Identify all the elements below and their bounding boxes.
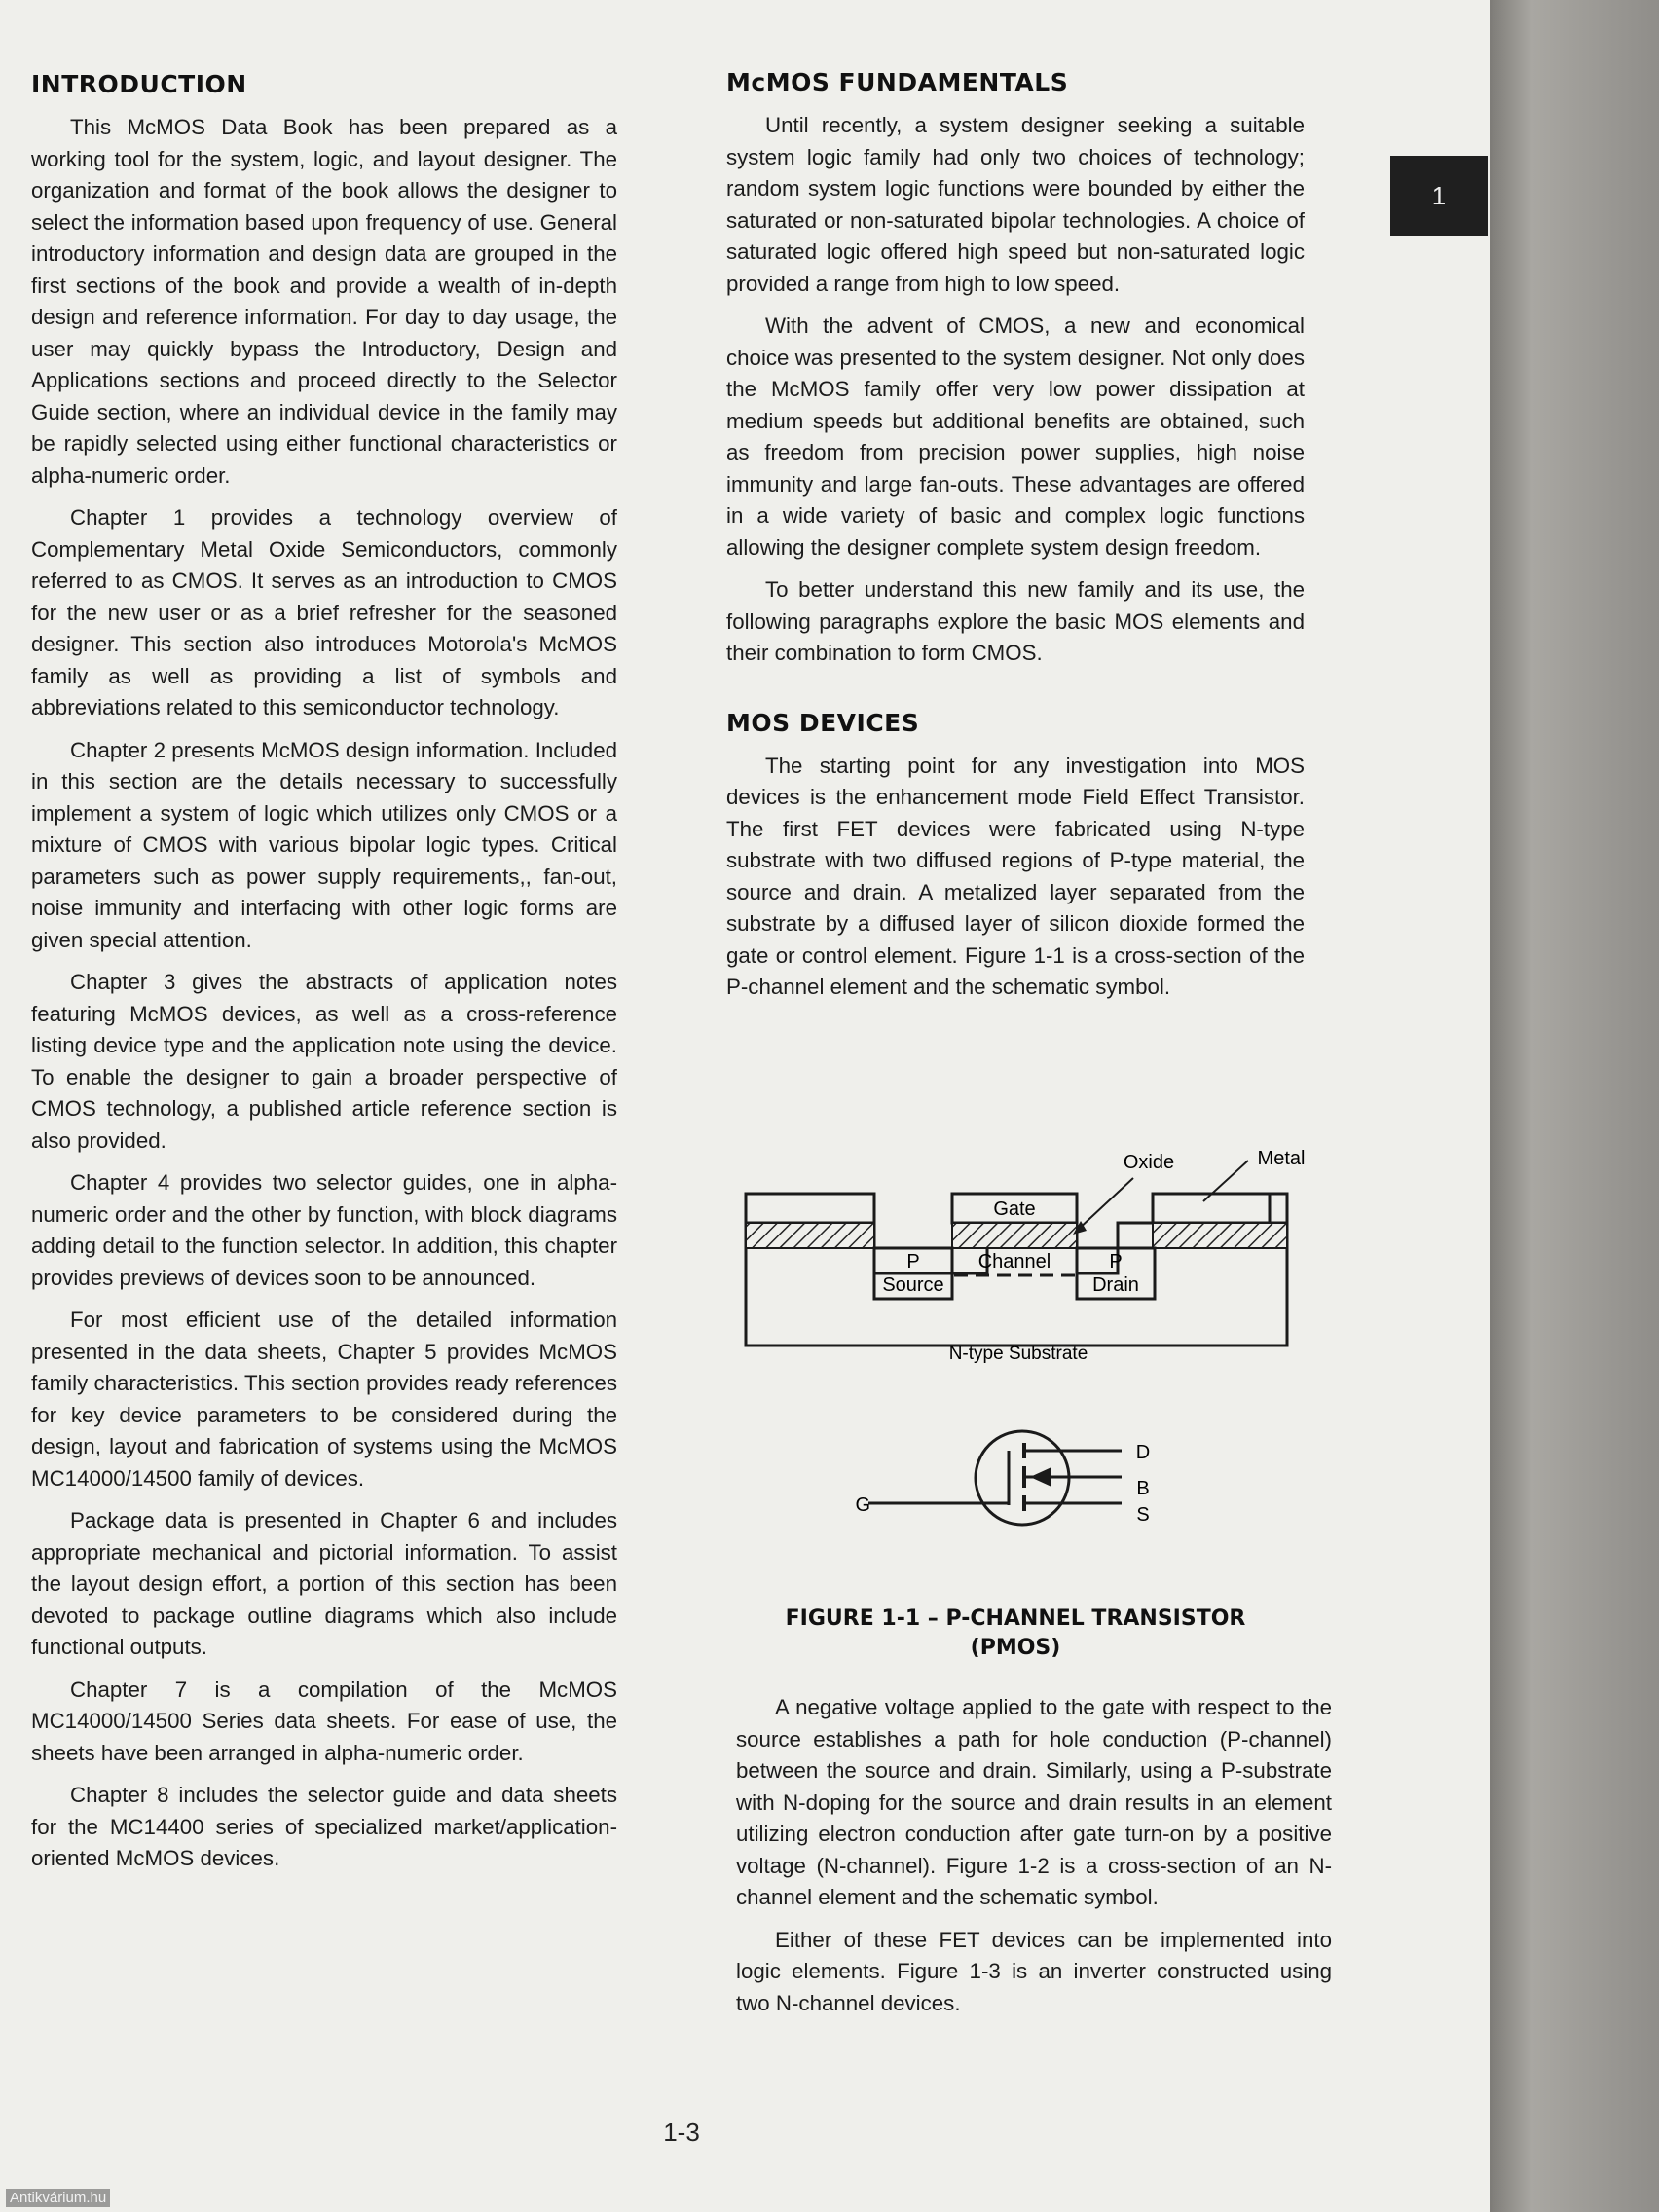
right-metal-contact <box>1153 1194 1287 1223</box>
metal-pointer <box>1203 1161 1248 1201</box>
intro-paragraph-6: For most efficient use of the detailed information presented in the data sheets, Chapter 5 provides McMOS family characteristics. This section provides ready references for key device parameters to be considered during the design, layout and fabrication of systems using the McMOS MC14000/14500 family of devices. <box>31 1308 617 1491</box>
intro-paragraph-4: Chapter 3 gives the abstracts of application notes featuring McMOS devices, as well as a cross-reference listing device type and the application note using the device. To enable the designer to gain a broader perspective of CMOS technology, a published article reference section is also provided. <box>31 970 617 1153</box>
substrate-label: N-type Substrate <box>948 1344 1088 1364</box>
right-column <box>726 68 1305 1014</box>
figure-caption-line-1: FIGURE 1-1 – P-CHANNEL TRANSISTOR <box>785 1606 1246 1631</box>
pchannel-paragraph-2: Either of these FET devices can be implemented into logic elements. Figure 1-3 is an inverter constructed using two N-channel devices. <box>736 1927 1332 2015</box>
intro-paragraph-3: Chapter 2 presents McMOS design information. Included in this section are the details necessary to successfully implement a system of logic which utilizes only CMOS or a mixture of CMOS with various bipolar logic types. Critical parameters such as power supply requirements,, fan-out, noise immunity and interfacing with other logic forms are given special attention. <box>31 737 617 952</box>
mos-devices-paragraph-1: The starting point for any investigation into MOS devices is the enhancement mode Field Effect Transistor. The first FET devices were fabricated using N-type substrate with two diffused regions of P-type material, the source and drain. A metalized layer separated from the substrate by a diffused layer of silicon dioxide formed the gate or control element. Figure 1-1 is a cross-section of the P-channel element and the schematic symbol. <box>726 753 1305 999</box>
source-label: Source <box>882 1274 944 1296</box>
metal-label: Metal <box>1257 1148 1306 1169</box>
intro-paragraph-7: Package data is presented in Chapter 6 and includes appropriate mechanical and pictorial information. To assist the layout design effort, a portion of this section has been devoted to package outline diagrams which also include functional outputs. <box>31 1508 617 1659</box>
watermark: Antikvárium.hu <box>6 2189 110 2207</box>
intro-paragraph-2: Chapter 1 provides a technology overview of Complementary Metal Oxide Semiconductors, commonly referred to as CMOS. It serves as an introduction to CMOS for the new user or as a brief refresher for the seasoned designer. This section also introduces Motorola's McMOS family as well as providing a list of symbols and abbreviations related to this semiconductor technology. <box>31 505 617 719</box>
intro-paragraph-1: This McMOS Data Book has been prepared as a working tool for the system, logic, and layout designer. The organization and format of the book allows the designer to select the information based upon frequency of use. General introductory information and design data are grouped in the first sections of the book and provide a wealth of in-depth design and reference information. For day to day usage, the user may quickly bypass the Introductory, Design and Applications sections and proceed directly to the Selector Guide section, where an individual device in the family may be rapidly selected using either functional characteristics or alpha-numeric order. <box>31 115 617 488</box>
oxide-label: Oxide <box>1123 1152 1175 1173</box>
d-terminal-label: D <box>1135 1442 1151 1463</box>
figure-caption <box>726 1604 1305 1663</box>
oxide-right <box>1153 1223 1287 1248</box>
intro-paragraph-8: Chapter 7 is a compilation of the McMOS MC14000/14500 Series data sheets. For ease of use, the sheets have been arranged in alpha-numeric order. <box>31 1677 617 1765</box>
page-number: 1-3 <box>663 2118 700 2147</box>
left-metal-contact <box>746 1194 874 1223</box>
b-terminal-label: B <box>1136 1478 1150 1499</box>
pmos-schematic-symbol <box>868 1431 1122 1525</box>
figure-1-1 <box>732 1129 1316 1538</box>
p-drain-label: P <box>1109 1251 1123 1272</box>
p-source-label: P <box>906 1251 920 1272</box>
oxide-left <box>746 1223 874 1248</box>
channel-label: Channel <box>977 1251 1051 1272</box>
pmos-cross-section-diagram <box>732 1129 1316 1538</box>
chapter-tab-marker: 1 <box>1390 156 1488 236</box>
fundamentals-paragraph-1: Until recently, a system designer seeking a suitable system logic family had only two choices of technology; random system logic functions were bounded by either the saturated or non-saturated bipolar technologies. A choice of saturated logic offered high speed but non-saturated logic provided a range from high to low speed. <box>726 113 1305 296</box>
pchannel-paragraph-1: A negative voltage applied to the gate with respect to the source establishes a path for hole conduction (P-channel) between the source and drain. Similarly, using a P-substrate with N-doping for the source and drain results in an element utilizing electron conduction after gate turn-on by a positive voltage (N-channel). Figure 1-2 is a cross-section of an N-channel element and the schematic symbol. <box>736 1695 1332 1909</box>
intro-paragraph-5: Chapter 4 provides two selector guides, one in alpha-numeric order and the other by function, with block diagrams adding detail to the function selector. In addition, this chapter provides previews of devices soon to be announced. <box>31 1170 617 1290</box>
figure-caption-line-2: (PMOS) <box>970 1636 1061 1660</box>
fundamentals-paragraph-3: To better understand this new family and its use, the following paragraphs explore the basic MOS elements and their combination to form CMOS. <box>726 577 1305 665</box>
gate-label: Gate <box>993 1198 1036 1220</box>
introduction-heading: INTRODUCTION <box>31 70 247 98</box>
g-terminal-label: G <box>855 1494 870 1516</box>
right-column-lower <box>736 1692 1332 2030</box>
oxide-gate <box>952 1223 1077 1248</box>
s-terminal-label: S <box>1136 1504 1150 1526</box>
mos-devices-heading: MOS DEVICES <box>726 708 920 737</box>
mcmos-fundamentals-heading: McMOS FUNDAMENTALS <box>726 68 1069 96</box>
drain-label: Drain <box>1092 1274 1139 1296</box>
page-edge-shadow <box>1490 0 1659 2212</box>
intro-paragraph-9: Chapter 8 includes the selector guide and data sheets for the MC14400 series of specialized market/application-oriented McMOS devices. <box>31 1783 617 1870</box>
fundamentals-paragraph-2: With the advent of CMOS, a new and economical choice was presented to the system designer. Not only does the McMOS family offer very low power dissipation at medium speeds but additional benefits are obtained, such as freedom from precision power supplies, high noise immunity and large fan-outs. These advantages are offered in a wide variety of basic and complex logic functions allowing the designer complete system design freedom. <box>726 313 1305 560</box>
left-column <box>31 70 617 1886</box>
